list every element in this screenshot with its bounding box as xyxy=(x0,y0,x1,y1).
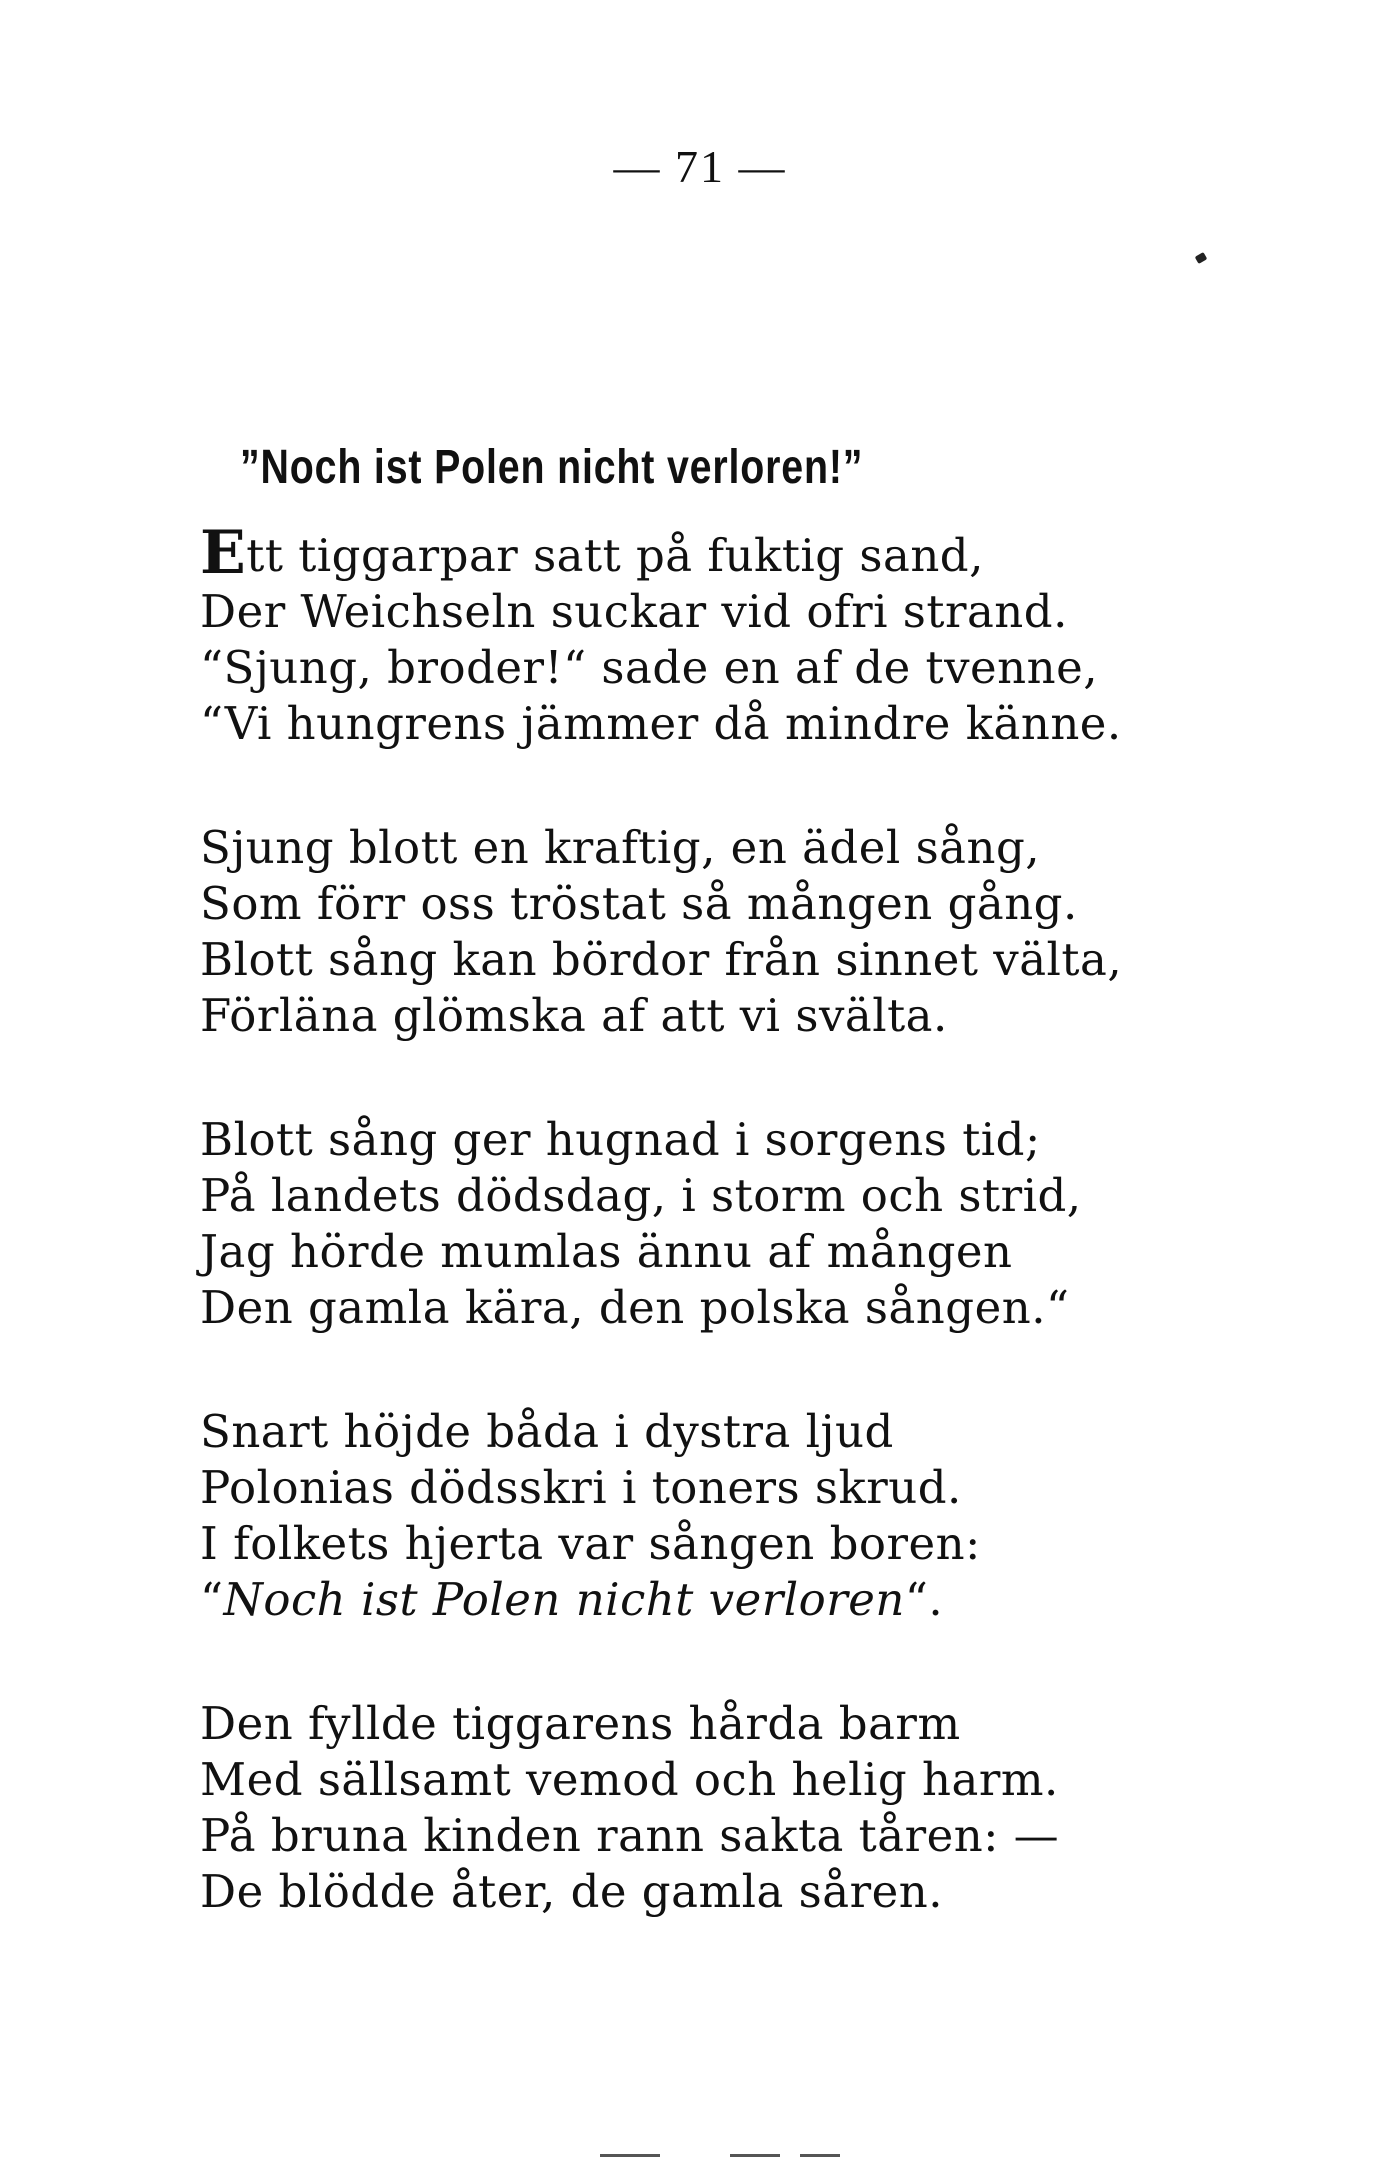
poem-title: ”Noch ist Polen nicht verloren!” xyxy=(240,441,864,494)
poem-line: Förläna glömska af att vi svälta. xyxy=(200,989,948,1042)
italic-quote: Noch ist Polen nicht verloren xyxy=(223,1573,905,1626)
print-mark xyxy=(730,2154,780,2157)
poem-line: På bruna kinden rann sakta tåren: — xyxy=(200,1809,1060,1862)
poem-line: På landets dödsdag, i storm och strid, xyxy=(200,1169,1082,1222)
poem-line: Der Weichseln suckar vid ofri strand. xyxy=(200,585,1068,638)
poem-line: Sjung blott en kraftig, en ädel sång, xyxy=(200,821,1041,874)
poem-line xyxy=(200,518,1200,588)
stanza-2 xyxy=(200,820,1200,1044)
poem-line: “Sjung, broder!“ sade en af de tvenne, xyxy=(200,641,1099,694)
poem-line xyxy=(200,1572,1200,1628)
bottom-print-marks xyxy=(600,2154,860,2160)
poem-line: I folkets hjerta var sången boren: xyxy=(200,1517,981,1570)
poem-line: Jag hörde mumlas ännu af mången xyxy=(200,1225,1013,1278)
poem-line: Den gamla kära, den polska sången.“ xyxy=(200,1281,1070,1334)
poem-line: De blödde åter, de gamla såren. xyxy=(200,1865,943,1918)
poem-body xyxy=(200,518,1200,1988)
poem-line: Blott sång kan bördor från sinnet välta, xyxy=(200,933,1123,986)
line-text: tt tiggarpar satt på fuktig sand, xyxy=(246,529,984,582)
page-number: — 71 — xyxy=(613,141,787,192)
stanza-3 xyxy=(200,1112,1200,1336)
poem-line: Polonias dödsskri i toners skrud. xyxy=(200,1461,962,1514)
poem-line: Snart höjde båda i dystra ljud xyxy=(200,1405,894,1458)
poem-line: Den fyllde tiggarens hårda barm xyxy=(200,1697,961,1750)
ink-speck xyxy=(1195,252,1208,264)
stanza-1 xyxy=(200,518,1200,752)
poem-line: “Vi hungrens jämmer då mindre känne. xyxy=(200,697,1122,750)
stanza-5 xyxy=(200,1696,1200,1920)
print-mark xyxy=(600,2154,660,2157)
poem-line: Som förr oss tröstat så mången gång. xyxy=(200,877,1078,930)
poem-line: Blott sång ger hugnad i sorgens tid; xyxy=(200,1113,1041,1166)
open-quote: “ xyxy=(200,1573,224,1626)
stanza-4 xyxy=(200,1404,1200,1628)
poem-line: Med sällsamt vemod och helig harm. xyxy=(200,1753,1059,1806)
initial-letter: E xyxy=(200,518,247,588)
print-mark xyxy=(800,2154,840,2157)
close-quote: “. xyxy=(904,1573,944,1626)
